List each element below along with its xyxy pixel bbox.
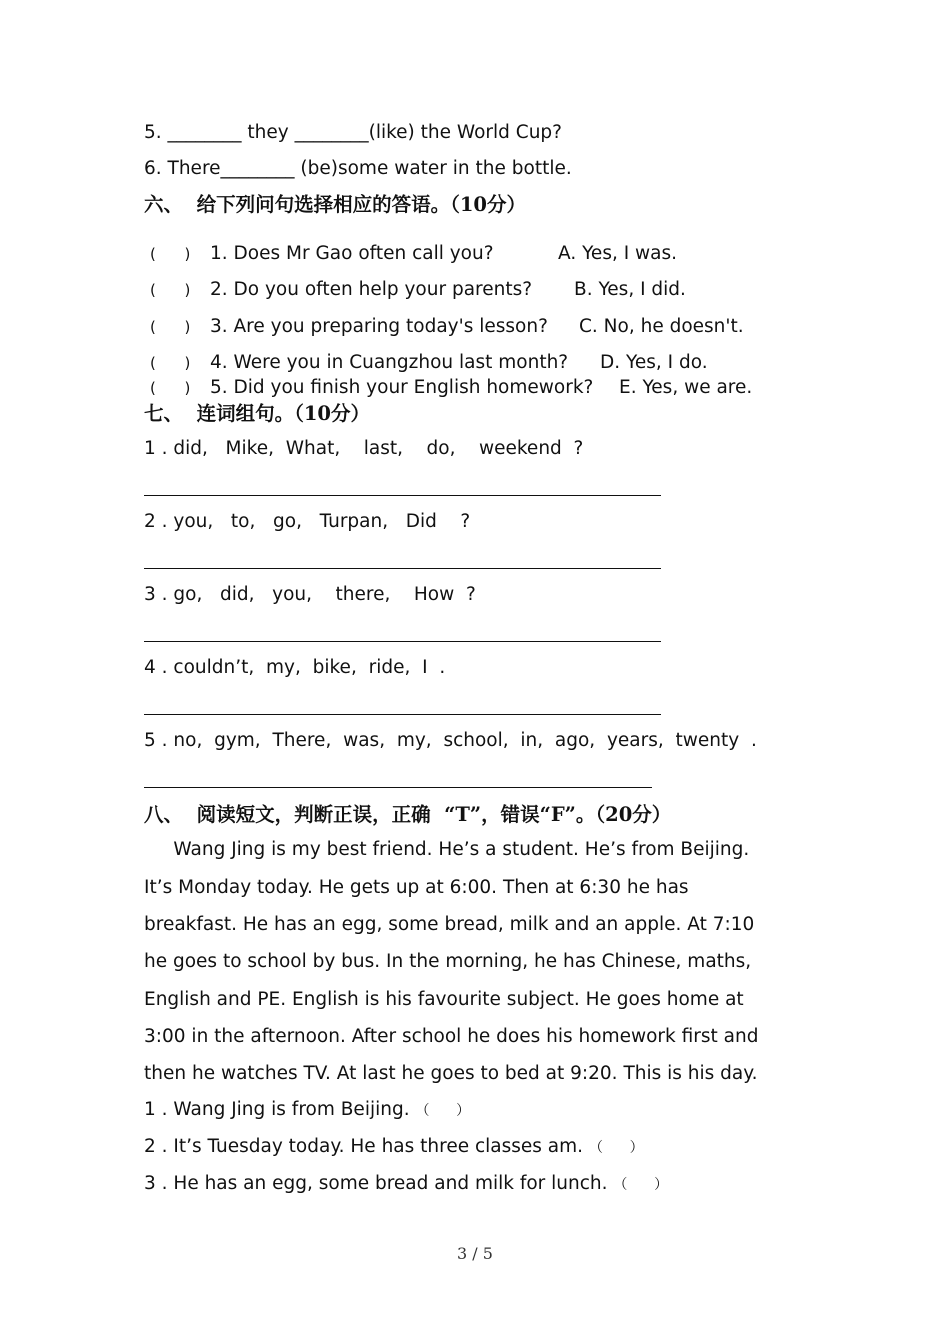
answer-paren: ( ) — [150, 354, 191, 372]
tf-question-2 — [144, 1135, 644, 1160]
match-question-3: 3. Are you preparing today's lesson? — [210, 316, 548, 337]
tf-question-text: 3 . He has an egg, some bread and milk for lunch. — [144, 1173, 608, 1194]
section-6-heading: 六、 给下列问句选择相应的答语。（10分） — [144, 193, 526, 216]
passage-line: then he watches TV. At last he goes to bed at 9:20. This is his day. — [144, 1063, 758, 1084]
match-question-4: 4. Were you in Cuangzhou last month? — [210, 352, 569, 373]
passage-line: It’s Monday today. He gets up at 6:00. Then at 6:30 he has — [144, 877, 689, 898]
tf-answer-paren: （ ） — [588, 1140, 644, 1156]
match-answer-c: C. No, he doesn't. — [579, 316, 744, 337]
page-number: 3 / 5 — [457, 1244, 493, 1263]
answer-line — [144, 787, 652, 788]
match-answer-e: E. Yes, we are. — [619, 377, 753, 398]
tf-answer-paren: （ ） — [415, 1103, 471, 1119]
tf-question-1 — [144, 1098, 470, 1123]
tf-question-text: 1 . Wang Jing is from Beijing. — [144, 1099, 410, 1120]
passage-line: 3:00 in the afternoon. After school he does his homework first and — [144, 1026, 759, 1047]
passage-line: he goes to school by bus. In the morning, he has Chinese, maths, — [144, 951, 752, 972]
match-answer-b: B. Yes, I did. — [574, 279, 686, 300]
word-order-item-1: 1 . did, Mike, What, last, do, weekend ? — [144, 438, 584, 459]
match-answer-a: A. Yes, I was. — [558, 243, 678, 264]
word-order-item-4: 4 . couldn’t, my, bike, ride, I . — [144, 657, 446, 678]
answer-line — [144, 568, 661, 569]
blank-question-6: 6. There________ (be)some water in the bottle. — [144, 158, 572, 179]
answer-line — [144, 495, 661, 496]
word-order-item-5: 5 . no, gym, There, was, my, school, in, ago, years, twenty . — [144, 730, 757, 751]
answer-paren: ( ) — [150, 379, 191, 397]
passage-line: English and PE. English is his favourite subject. He goes home at — [144, 989, 744, 1010]
answer-paren: ( ) — [150, 281, 191, 299]
passage-line: breakfast. He has an egg, some bread, milk and an apple. At 7:10 — [144, 914, 755, 935]
match-question-2: 2. Do you often help your parents? — [210, 279, 533, 300]
section-7-heading: 七、 连词组句。（10分） — [144, 402, 370, 425]
tf-question-text: 2 . It’s Tuesday today. He has three classes am. — [144, 1136, 584, 1157]
answer-paren: ( ) — [150, 245, 191, 263]
tf-answer-paren: （ ） — [613, 1177, 669, 1193]
answer-paren: ( ) — [150, 318, 191, 336]
answer-line — [144, 641, 661, 642]
blank-question-5: 5. ________ they ________(like) the World Cup? — [144, 122, 562, 143]
word-order-item-2: 2 . you, to, go, Turpan, Did ? — [144, 511, 471, 532]
match-question-1: 1. Does Mr Gao often call you? — [210, 243, 494, 264]
word-order-item-3: 3 . go, did, you, there, How ? — [144, 584, 476, 605]
passage-line: Wang Jing is my best friend. He’s a student. He’s from Beijing. — [144, 839, 750, 860]
match-answer-d: D. Yes, I do. — [600, 352, 708, 373]
section-8-heading: 八、 阅读短文，判断正误，正确 “T”，错误“F”。（20分） — [144, 803, 672, 826]
tf-question-3 — [144, 1172, 668, 1197]
match-question-5: 5. Did you finish your English homework? — [210, 377, 594, 398]
answer-line — [144, 714, 661, 715]
